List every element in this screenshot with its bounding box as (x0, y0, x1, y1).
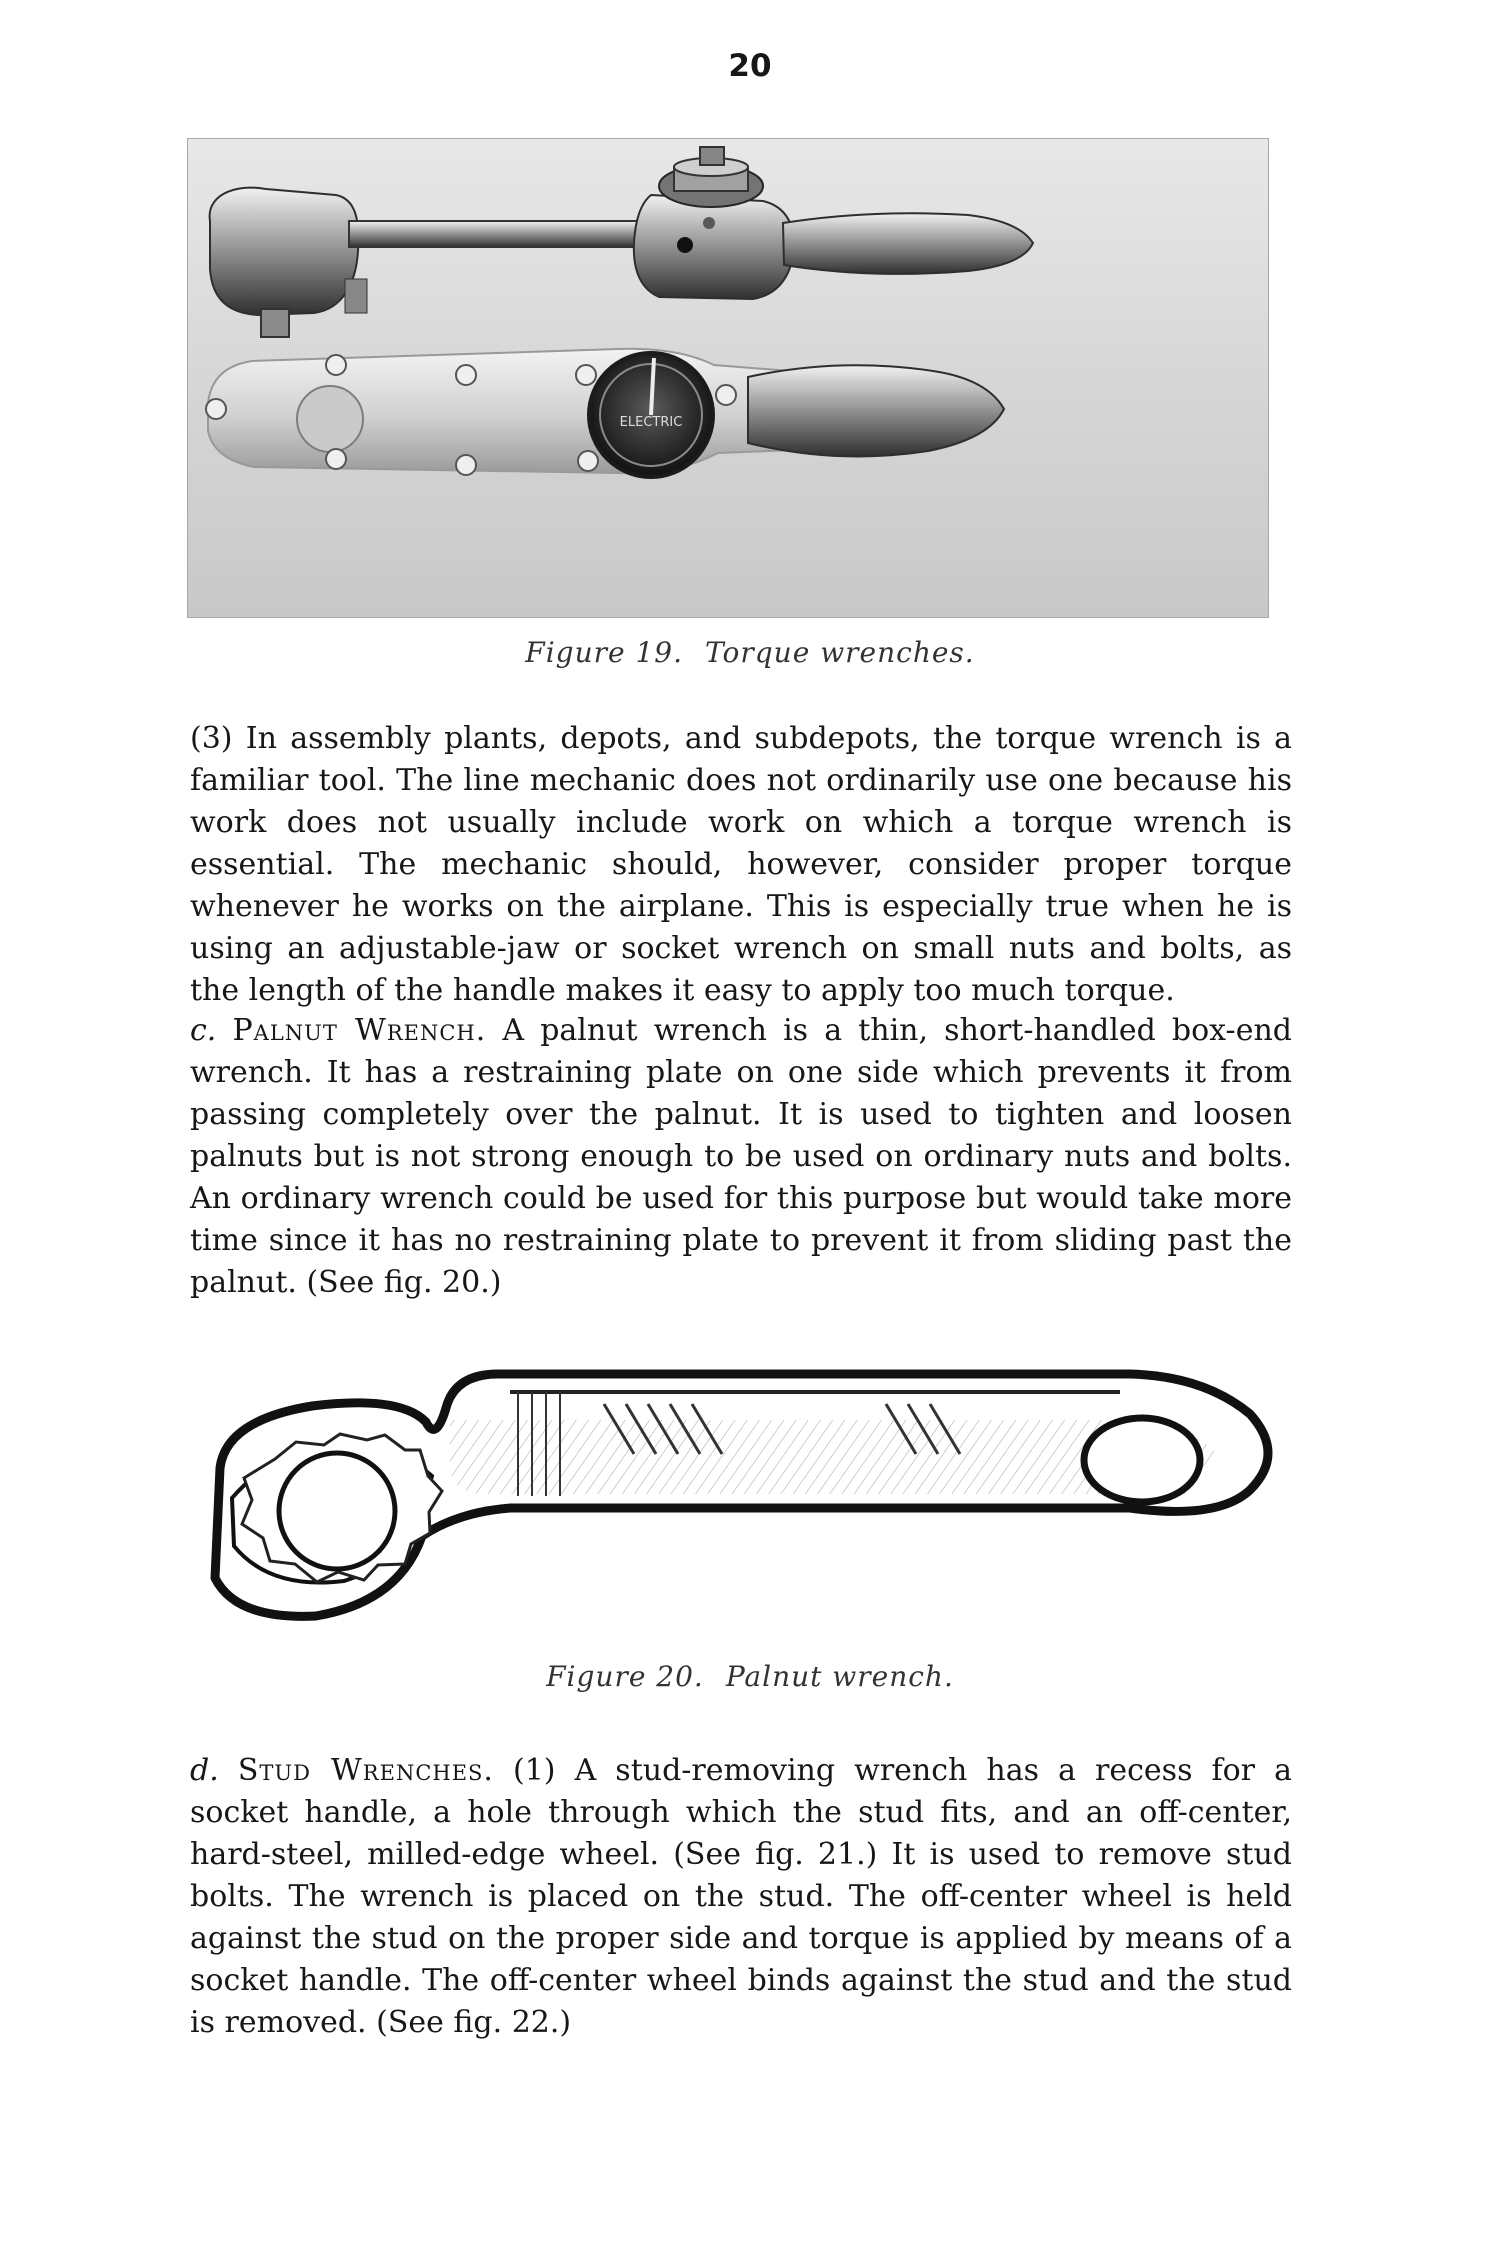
torque-wrenches-photo (187, 138, 1269, 618)
paragraph-d (190, 1750, 1292, 2044)
figure-19-caption (0, 636, 1500, 669)
paragraph-3-text: (3) In assembly plants, depots, and subdepots, the torque wrench is a familiar tool. The line mechanic does not ordinarily use one because his work does not usually include work on which a torque wrench is essential. The mechanic should, however, consider proper torque whenever he works on the airplane. This is especially true when he is using an adjustable-jaw or socket wrench on small nuts and bolts, as the length of the handle makes it easy to apply too much torque. (190, 721, 1292, 1008)
dial-torque-wrench (206, 349, 1004, 477)
figure-20-caption (0, 1660, 1500, 1693)
paragraph-d-heading: Stud Wrenches. (237, 1753, 494, 1788)
palnut-wrench (215, 1374, 1268, 1616)
torque-wrenches-illustration (188, 139, 1268, 617)
figure-20-title: Palnut wrench. (725, 1660, 954, 1693)
palnut-wrench-drawing (180, 1358, 1310, 1638)
ratchet-torque-wrench (210, 147, 1033, 337)
paragraph-c (190, 1010, 1292, 1304)
paragraph-c-text: A palnut wrench is a thin, short-handled box-end wrench. It has a restraining plate on one side which prevents it from passing completely over the palnut. It is used to tighten and loosen palnuts but is not strong enough to be used on ordinary nuts and bolts. An ordinary wrench could be used for this purpose but would take more time since it has no restraining plate to prevent it from sliding past the palnut. (See fig. 20.) (190, 1013, 1292, 1300)
dial-label: ELECTRIC (619, 415, 683, 430)
paragraph-3 (190, 718, 1292, 1012)
paragraph-d-marker: d. (190, 1753, 219, 1788)
figure-19-title: Torque wrenches. (705, 636, 975, 669)
page-number: 20 (728, 48, 772, 84)
paragraph-d-text: (1) A stud-removing wrench has a recess for a socket handle, a hole through which the stud fits, and an off-center, hard-steel, milled-edge wheel. (See fig. 21.) It is used to remove stud bolts. The wrench is placed on the stud. The off-center wheel is held against the stud on the proper side and torque is applied by means of a socket handle. The off-center wheel binds against the stud and the stud is removed. (See fig. 22.) (190, 1753, 1292, 2040)
paragraph-c-marker: c. (190, 1013, 217, 1048)
palnut-wrench-illustration (180, 1358, 1310, 1638)
paragraph-c-heading: Palnut Wrench. (232, 1013, 487, 1048)
figure-20-label: Figure 20. (546, 1660, 704, 1693)
figure-19-label: Figure 19. (525, 636, 684, 669)
